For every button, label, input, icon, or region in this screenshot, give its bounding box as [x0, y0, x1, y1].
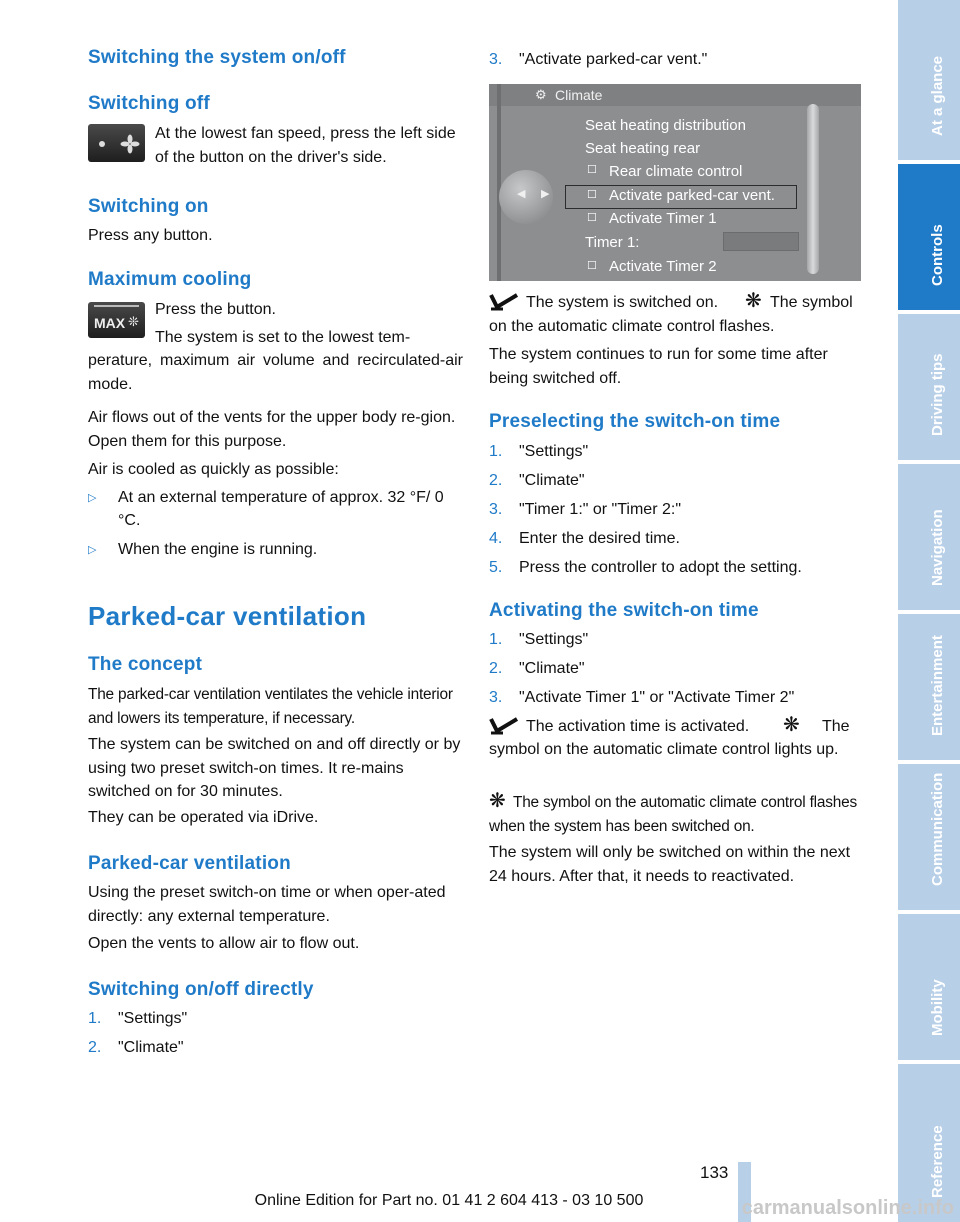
step-text: "Climate"	[519, 660, 585, 677]
cooled-text: Air is cooled as quickly as possible:	[88, 461, 339, 478]
step-text: "Activate parked-car vent."	[519, 51, 708, 68]
step-number: 3.	[489, 501, 503, 518]
tab-label: Entertainment	[929, 635, 946, 736]
tab-navigation[interactable]	[898, 464, 960, 610]
concept-text-3: They can be operated via iDrive.	[88, 809, 319, 826]
checkbox-icon: ☐	[587, 189, 597, 201]
concept-text-1: The parked-car ventilation ventilates the vehicle interior and lowers its temperature, if necessary.	[88, 686, 453, 727]
tab-label: Communication	[929, 772, 946, 886]
list-item	[489, 469, 862, 493]
tab-communication[interactable]	[898, 764, 960, 910]
air-flow-text: Air flows out of the vents for the upper body re-gion. Open them for this purpose.	[88, 409, 456, 450]
switching-on-text: Press any button.	[88, 227, 213, 244]
heading-activating: Activating the switch-on time	[489, 600, 759, 621]
list-item	[489, 628, 862, 652]
step-text: Press the controller to adopt the setting.	[519, 559, 802, 576]
bullet-triangle-icon: ▷	[88, 544, 97, 556]
pcv-text-1: Using the preset switch-on time or when oper-ated directly: any external temperature.	[88, 884, 446, 925]
max-text-2: The system is set to the lowest tem-	[155, 329, 411, 346]
step-text: "Settings"	[118, 1010, 188, 1027]
max-button-image	[88, 302, 145, 338]
screen-title: Climate	[555, 87, 603, 103]
heading-parked-car-ventilation: Parked-car ventilation	[88, 601, 367, 631]
continues-text: The system continues to run for some time after being switched off.	[489, 346, 828, 387]
bullet-triangle-icon: ▷	[88, 492, 97, 504]
checkbox-icon: ☐	[587, 260, 597, 272]
tab-mobility[interactable]	[898, 914, 960, 1060]
concept-text-2: The system can be switched on and off directly or by using two preset switch-on times. It re-mains switched on for 30 minutes.	[88, 736, 461, 800]
tab-label: Controls	[929, 224, 946, 286]
step-text: "Settings"	[519, 631, 589, 648]
menu-item: Seat heating rear	[585, 140, 701, 157]
step-text: Enter the desired time.	[519, 530, 680, 547]
list-item	[88, 538, 463, 562]
max-text-1: Press the button.	[155, 301, 276, 318]
tab-driving-tips[interactable]	[898, 314, 960, 460]
arrow-right-icon: ▶	[541, 188, 550, 200]
fan-button-image	[88, 124, 145, 162]
step-text: "Climate"	[519, 472, 585, 489]
climate-title-icon: ⚙	[535, 87, 547, 102]
tab-at-a-glance[interactable]	[898, 0, 960, 160]
step-number: 1.	[489, 631, 503, 648]
step-number: 2.	[88, 1039, 102, 1056]
checkmark-icon	[489, 717, 519, 735]
list-item	[489, 440, 862, 464]
list-item	[489, 527, 862, 551]
heading-preselecting: Preselecting the switch-on time	[489, 411, 781, 432]
heading-maximum-cooling: Maximum cooling	[88, 269, 252, 290]
fan-icon: ❊	[128, 314, 139, 329]
idrive-climate-screen	[489, 84, 861, 281]
pcv-text-2: Open the vents to allow air to flow out.	[88, 935, 360, 952]
lights-up-text: symbol on the automatic climate control lights up.	[489, 741, 839, 758]
tab-label: Reference	[929, 1125, 946, 1198]
fan-icon	[88, 124, 145, 162]
tab-entertainment[interactable]	[898, 614, 960, 760]
checkbox-icon: ☐	[587, 164, 597, 176]
list-item	[489, 657, 862, 681]
bullet-text: At an external temperature of approx. 32 °F/ 0 °C.	[118, 489, 444, 529]
max-indicator-bar	[94, 305, 139, 307]
tab-controls[interactable]	[898, 164, 960, 310]
tab-label: At a glance	[929, 55, 946, 136]
list-item	[489, 686, 862, 710]
switched-on-text: The system is switched on.	[526, 294, 719, 311]
list-item	[88, 486, 463, 534]
tab-label: Navigation	[929, 509, 946, 586]
step-number: 5.	[489, 559, 503, 576]
activated-text: The activation time is activated.	[526, 718, 750, 735]
heading-switching-on: Switching on	[88, 196, 209, 217]
arrow-left-icon: ◀	[517, 188, 526, 200]
tab-label: Driving tips	[929, 353, 946, 436]
menu-item: Rear climate control	[609, 163, 743, 180]
tab-label: Mobility	[929, 979, 946, 1036]
checkbox-icon: ☐	[587, 212, 597, 224]
step-text: "Settings"	[519, 443, 589, 460]
only-24-text: The system will only be switched on within the next 24 hours. After that, it needs to reactivated.	[489, 844, 851, 885]
max-label: MAX	[94, 315, 126, 331]
screen-left-rail	[497, 84, 501, 281]
step-number: 3.	[489, 689, 503, 706]
heading-switching-off: Switching off	[88, 93, 210, 114]
page-number: 133	[700, 1163, 729, 1182]
screen-scrollbar	[807, 104, 819, 274]
heading-switching-on-off: Switching the system on/off	[88, 47, 346, 68]
list-item	[88, 1007, 463, 1031]
switching-off-text: At the lowest fan speed, press the left side of the button on the driver's side.	[155, 125, 456, 166]
list-item	[489, 498, 862, 522]
step-number: 2.	[489, 472, 503, 489]
the-text: The	[822, 718, 850, 735]
fan-icon: ❋	[489, 790, 506, 812]
step-number: 4.	[489, 530, 503, 547]
timer-value-field	[723, 232, 799, 251]
step-text: "Climate"	[118, 1039, 184, 1056]
step-number: 3.	[489, 51, 503, 68]
menu-item: Activate Timer 1	[609, 210, 717, 227]
flashes-when-text: The symbol on the automatic climate control flashes when the system has been switched on.	[489, 794, 857, 835]
heading-the-concept: The concept	[88, 654, 203, 675]
menu-item: Timer 1:	[585, 234, 640, 251]
step-text: "Activate Timer 1" or "Activate Timer 2"	[519, 689, 795, 706]
menu-item-selected: Activate parked-car vent.	[609, 187, 775, 204]
list-item	[489, 48, 862, 72]
list-item	[88, 1036, 463, 1060]
heading-parked-car-ventilation-sub: Parked-car ventilation	[88, 853, 291, 874]
step-number: 1.	[88, 1010, 102, 1027]
bullet-text: When the engine is running.	[118, 541, 318, 558]
heading-switching-directly: Switching on/off directly	[88, 979, 314, 1000]
edition-footer: Online Edition for Part no. 01 41 2 604 413 - 03 10 500	[254, 1192, 644, 1209]
step-number: 1.	[489, 443, 503, 460]
step-text: "Timer 1:" or "Timer 2:"	[519, 501, 681, 518]
step-number: 2.	[489, 660, 503, 677]
menu-item: Activate Timer 2	[609, 258, 717, 275]
fan-icon: ❋	[745, 290, 762, 312]
symbol-flashes-text: The symbol on the automatic climate control flashes.	[489, 294, 853, 335]
max-text-3: perature, maximum air volume and recirculated-air mode.	[88, 352, 463, 393]
menu-item: Seat heating distribution	[585, 117, 746, 134]
fan-icon: ❋	[783, 714, 800, 736]
watermark: carmanualsonline.info	[741, 1197, 954, 1219]
list-item	[489, 556, 862, 580]
